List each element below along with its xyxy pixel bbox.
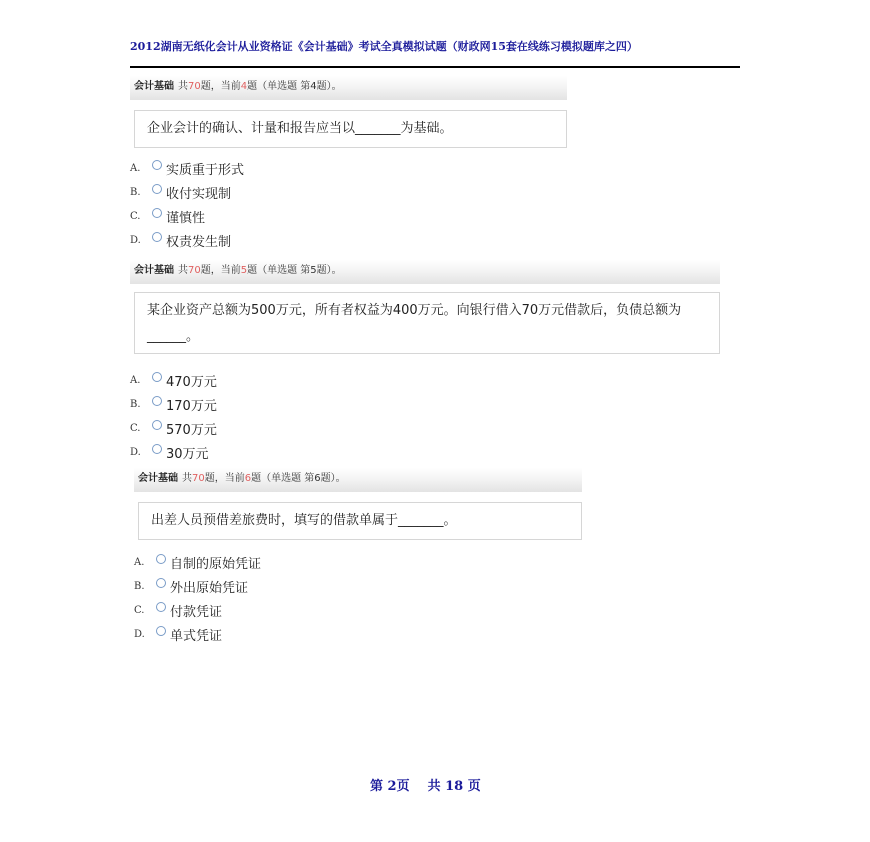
radio-button[interactable] — [156, 578, 166, 588]
total-count: 70 — [188, 81, 201, 92]
subject-label: 会计基础 — [134, 265, 174, 276]
radio-button[interactable] — [152, 208, 162, 218]
radio-button[interactable] — [156, 626, 166, 636]
current-suffix: 题（单选题 第6题）。 — [251, 473, 346, 484]
option-b[interactable] — [130, 180, 567, 204]
option-d[interactable] — [130, 228, 567, 252]
option-a[interactable] — [130, 368, 720, 392]
option-letter: A. — [134, 556, 145, 568]
option-b[interactable] — [134, 574, 582, 598]
option-a[interactable] — [134, 550, 582, 574]
total-prefix: 共 — [178, 265, 188, 276]
option-c[interactable] — [134, 598, 582, 622]
option-label: 实质重于形式 — [166, 162, 245, 178]
option-letter: B. — [130, 186, 141, 198]
current-suffix: 题（单选题 第4题）。 — [247, 81, 342, 92]
option-letter: D. — [130, 234, 141, 246]
radio-button[interactable] — [156, 554, 166, 564]
radio-button[interactable] — [152, 160, 162, 170]
question-header-bar — [130, 260, 720, 284]
question-block-1 — [130, 76, 567, 252]
radio-button[interactable] — [152, 444, 162, 454]
page-header-title: 2012湖南无纸化会计从业资格证《会计基础》考试全真模拟试题（财政网15套在线练习模拟题库之四） — [130, 40, 638, 53]
option-label: 收付实现制 — [166, 186, 232, 202]
option-label: 外出原始凭证 — [170, 580, 249, 596]
total-count: 70 — [192, 473, 205, 484]
radio-button[interactable] — [152, 232, 162, 242]
current-number: 4 — [240, 81, 248, 92]
option-label: 付款凭证 — [170, 604, 223, 620]
options-list — [130, 368, 720, 464]
total-count: 70 — [188, 265, 201, 276]
option-letter: D. — [134, 628, 145, 640]
option-label: 470万元 — [166, 374, 217, 390]
option-letter: D. — [130, 446, 141, 458]
options-list — [130, 156, 567, 252]
option-label: 权责发生制 — [166, 234, 232, 250]
options-list — [134, 550, 582, 646]
question-block-2 — [130, 260, 720, 464]
current-number: 5 — [240, 265, 248, 276]
option-letter: B. — [134, 580, 145, 592]
question-text: 出差人员预借差旅费时，填写的借款单属于_______。 — [138, 502, 582, 540]
option-letter: A. — [130, 162, 141, 174]
option-c[interactable] — [130, 416, 720, 440]
total-prefix: 共 — [182, 473, 192, 484]
current-number: 6 — [244, 473, 252, 484]
option-c[interactable] — [130, 204, 567, 228]
option-a[interactable] — [130, 156, 567, 180]
page-total: 共 18 页 — [427, 779, 481, 794]
total-prefix: 共 — [178, 81, 188, 92]
option-d[interactable] — [130, 440, 720, 464]
question-text: 企业会计的确认、计量和报告应当以_______为基础。 — [134, 110, 567, 148]
option-letter: C. — [130, 210, 141, 222]
radio-button[interactable] — [152, 372, 162, 382]
radio-button[interactable] — [152, 396, 162, 406]
option-label: 单式凭证 — [170, 628, 223, 644]
option-label: 170万元 — [166, 398, 217, 414]
option-letter: A. — [130, 374, 141, 386]
page-footer — [370, 775, 499, 794]
radio-button[interactable] — [152, 420, 162, 430]
total-suffix: 题，当前 — [200, 81, 241, 92]
page-number: 第 2页 — [370, 779, 410, 794]
question-header-bar — [130, 76, 567, 100]
option-letter: C. — [134, 604, 145, 616]
header-divider — [130, 66, 740, 68]
total-suffix: 题，当前 — [204, 473, 245, 484]
question-header-bar — [134, 468, 582, 492]
current-suffix: 题（单选题 第5题）。 — [247, 265, 342, 276]
option-b[interactable] — [130, 392, 720, 416]
question-block-3 — [134, 468, 582, 646]
option-label: 30万元 — [166, 446, 209, 462]
option-d[interactable] — [134, 622, 582, 646]
option-label: 570万元 — [166, 422, 217, 438]
subject-label: 会计基础 — [138, 473, 178, 484]
option-letter: B. — [130, 398, 141, 410]
option-letter: C. — [130, 422, 141, 434]
radio-button[interactable] — [152, 184, 162, 194]
option-label: 自制的原始凭证 — [170, 556, 262, 572]
radio-button[interactable] — [156, 602, 166, 612]
total-suffix: 题，当前 — [200, 265, 241, 276]
question-text: 某企业资产总额为500万元，所有者权益为400万元。向银行借入70万元借款后，负债总额为______。 — [134, 292, 720, 354]
option-label: 谨慎性 — [166, 210, 206, 226]
subject-label: 会计基础 — [134, 81, 174, 92]
